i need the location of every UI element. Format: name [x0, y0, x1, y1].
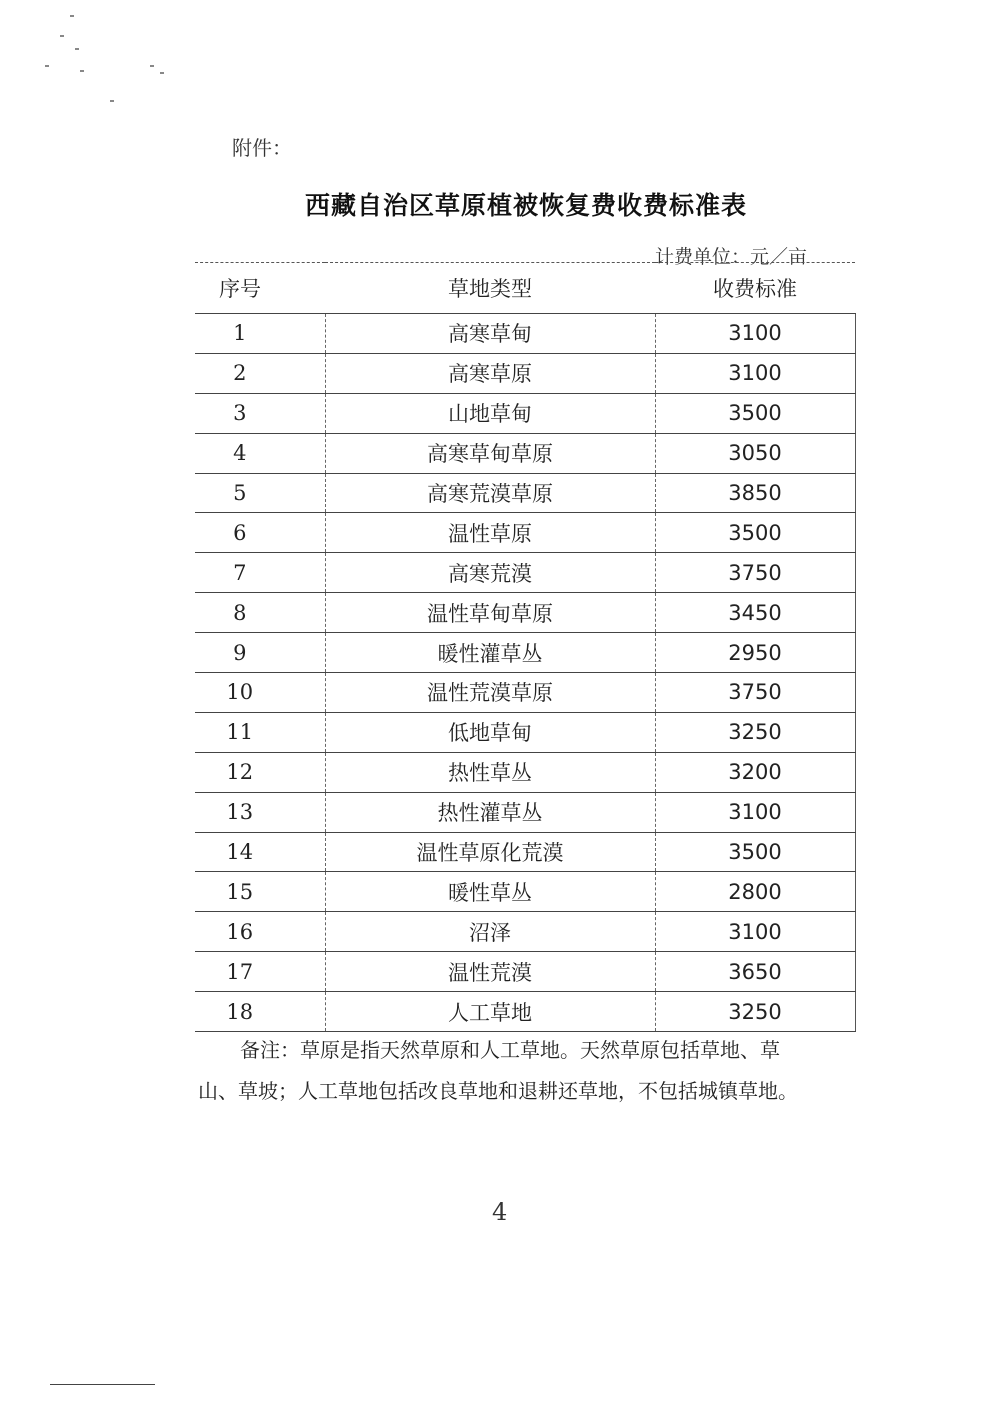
row-fee: 3200: [655, 752, 855, 792]
row-fee: 3100: [655, 353, 855, 393]
row-no: 5: [195, 473, 325, 513]
attachment-label: 附件：: [232, 136, 292, 160]
table-row: [195, 433, 855, 473]
row-grassland-type: 热性草丛: [325, 752, 655, 792]
table-row: [195, 752, 855, 792]
fee-table-body: [195, 314, 855, 1032]
row-fee: 3650: [655, 952, 855, 992]
row-grassland-type: 温性草原: [325, 513, 655, 553]
scan-noise: [40, 10, 190, 130]
page-number: 4: [492, 1198, 508, 1226]
table-row: [195, 314, 855, 354]
table-row: [195, 712, 855, 752]
row-fee: 3100: [655, 912, 855, 952]
row-no: 11: [195, 712, 325, 752]
row-fee: 3500: [655, 832, 855, 872]
row-grassland-type: 山地草甸: [325, 393, 655, 433]
remarks-note: 备注：草原是指天然草原和人工草地。天然草原包括草地、草山、草坡；人工草地包括改良草地和退耕还草地，不包括城镇草地。: [198, 1038, 798, 1103]
row-fee: 3250: [655, 992, 855, 1032]
row-fee: 3750: [655, 553, 855, 593]
row-grassland-type: 低地草甸: [325, 712, 655, 752]
row-grassland-type: 高寒荒漠: [325, 553, 655, 593]
row-grassland-type: 高寒荒漠草原: [325, 473, 655, 513]
row-no: 17: [195, 952, 325, 992]
row-grassland-type: 温性荒漠草原: [325, 673, 655, 713]
unit-note: 计费单位：元／亩: [655, 246, 808, 268]
row-fee: 2800: [655, 872, 855, 912]
row-grassland-type: 温性草原化荒漠: [325, 832, 655, 872]
row-no: 9: [195, 633, 325, 673]
row-fee: 3500: [655, 513, 855, 553]
footer-rule: [50, 1384, 155, 1385]
table-row: [195, 473, 855, 513]
row-fee: 3100: [655, 792, 855, 832]
row-fee: 3750: [655, 673, 855, 713]
header-fee: 收费标准: [655, 263, 855, 314]
row-no: 6: [195, 513, 325, 553]
table-header-row: [195, 263, 855, 314]
table-row: [195, 353, 855, 393]
header-no: 序号: [195, 263, 325, 314]
row-grassland-type: 沼泽: [325, 912, 655, 952]
table-row: [195, 872, 855, 912]
table-row: [195, 792, 855, 832]
row-grassland-type: 温性草甸草原: [325, 593, 655, 633]
table-row: [195, 553, 855, 593]
document-title: 西藏自治区草原植被恢复费收费标准表: [305, 191, 748, 220]
table-row: [195, 912, 855, 952]
row-grassland-type: 人工草地: [325, 992, 655, 1032]
fee-table: [195, 262, 856, 1032]
table-row: [195, 393, 855, 433]
row-fee: 3050: [655, 433, 855, 473]
row-no: 18: [195, 992, 325, 1032]
row-no: 10: [195, 673, 325, 713]
table-row: [195, 593, 855, 633]
row-no: 12: [195, 752, 325, 792]
row-no: 3: [195, 393, 325, 433]
row-no: 14: [195, 832, 325, 872]
table-row: [195, 992, 855, 1032]
table-row: [195, 673, 855, 713]
table-row: [195, 832, 855, 872]
row-no: 4: [195, 433, 325, 473]
row-fee: 3100: [655, 314, 855, 354]
row-grassland-type: 高寒草甸: [325, 314, 655, 354]
row-fee: 3250: [655, 712, 855, 752]
row-grassland-type: 暖性灌草丛: [325, 633, 655, 673]
row-grassland-type: 高寒草原: [325, 353, 655, 393]
row-fee: 3850: [655, 473, 855, 513]
row-grassland-type: 高寒草甸草原: [325, 433, 655, 473]
row-grassland-type: 热性灌草丛: [325, 792, 655, 832]
row-no: 16: [195, 912, 325, 952]
row-grassland-type: 暖性草丛: [325, 872, 655, 912]
row-grassland-type: 温性荒漠: [325, 952, 655, 992]
row-no: 2: [195, 353, 325, 393]
row-no: 15: [195, 872, 325, 912]
row-no: 13: [195, 792, 325, 832]
row-no: 8: [195, 593, 325, 633]
row-fee: 3500: [655, 393, 855, 433]
table-row: [195, 513, 855, 553]
row-no: 7: [195, 553, 325, 593]
row-fee: 2950: [655, 633, 855, 673]
row-no: 1: [195, 314, 325, 354]
row-fee: 3450: [655, 593, 855, 633]
table-row: [195, 952, 855, 992]
table-row: [195, 633, 855, 673]
header-type: 草地类型: [325, 263, 655, 314]
